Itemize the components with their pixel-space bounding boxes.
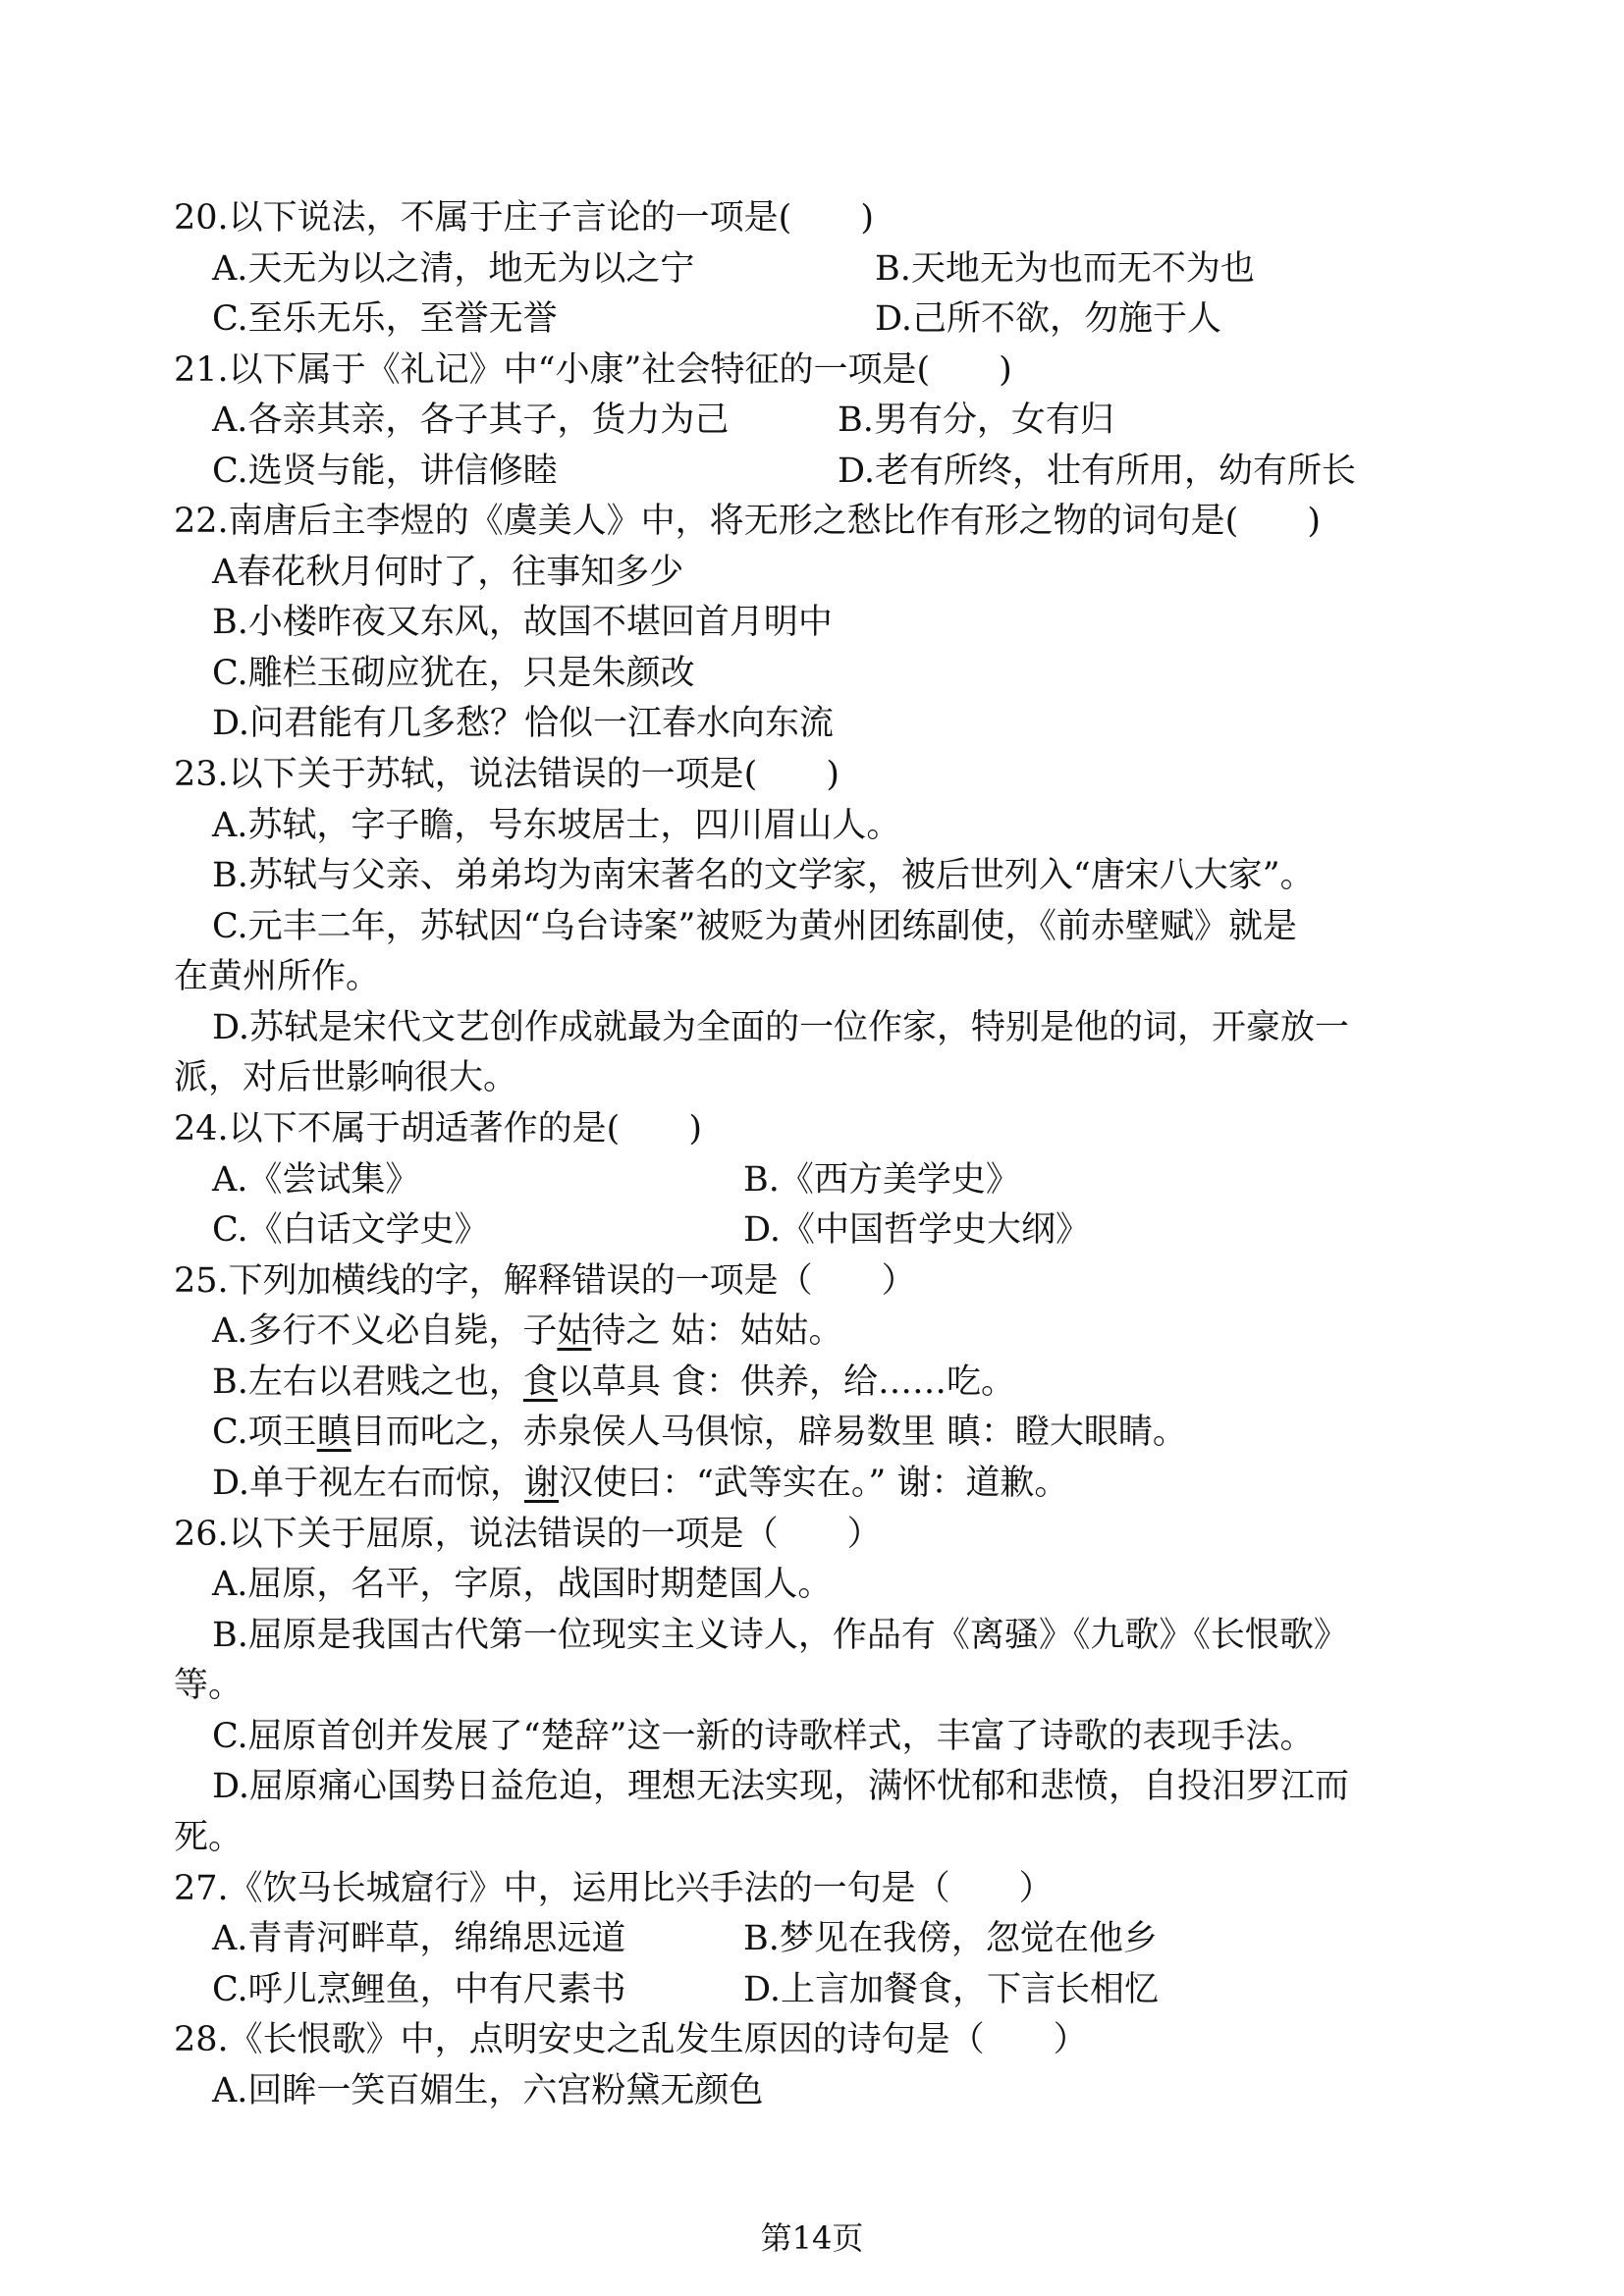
question-25-option-c — [212, 1407, 1187, 1458]
question-25-option-a — [212, 1306, 843, 1357]
question-26-option-c: C.屈原首创并发展了“楚辞”这一新的诗歌样式，丰富了诗歌的表现手法。 — [212, 1717, 1315, 1756]
question-21-option-b: B.男有分，女有归 — [838, 400, 1114, 440]
page-number: 第14页 — [760, 2219, 864, 2257]
question-26-option-d-line1: D.屈原痛心国势日益危迫，理想无法实现，满怀忧郁和悲愤，自投汨罗江而 — [212, 1767, 1349, 1806]
option-text: 汉使曰：“武等实在。” 谢：道歉。 — [558, 1464, 1069, 1503]
question-22-stem: 22.南唐后主李煜的《虞美人》中，将无形之愁比作有形之物的词句是( ) — [174, 502, 1321, 541]
question-28-stem: 28.《长恨歌》中，点明安史之乱发生原因的诗句是（ ） — [174, 2020, 1088, 2059]
question-27-option-a: A.青青河畔草，绵绵思远道 — [212, 1919, 626, 1958]
question-27-option-c: C.呼儿烹鲤鱼，中有尺素书 — [212, 1970, 626, 2009]
underlined-character: 谢 — [523, 1464, 559, 1503]
question-21-option-d: D.老有所终，壮有所用，幼有所长 — [838, 452, 1356, 491]
underlined-character: 瞋 — [316, 1413, 352, 1452]
question-25-option-d — [212, 1458, 1068, 1509]
question-23-option-b: B.苏轼与父亲、弟弟均为南宋著名的文学家，被后世列入“唐宋八大家”。 — [212, 856, 1315, 895]
question-22-option-c: C.雕栏玉砌应犹在，只是朱颜改 — [212, 654, 695, 693]
question-24-option-a: A.《尝试集》 — [212, 1160, 420, 1200]
question-24-option-b: B.《西方美学史》 — [743, 1160, 1020, 1200]
question-26-option-b-line2: 等。 — [174, 1666, 244, 1705]
question-25-stem: 25.下列加横线的字，解释错误的一项是（ ） — [174, 1261, 916, 1301]
question-20-option-d: D.己所不欲，勿施于人 — [875, 299, 1221, 339]
question-25-option-b — [212, 1357, 1015, 1408]
option-text: B.左右以君贱之也， — [212, 1362, 523, 1402]
question-24-option-c: C.《白话文学史》 — [212, 1210, 489, 1250]
question-23-option-d-line1: D.苏轼是宋代文艺创作成就最为全面的一位作家，特别是他的词，开豪放一 — [212, 1008, 1349, 1047]
question-22-option-b: B.小楼昨夜又东风，故国不堪回首月明中 — [212, 603, 833, 642]
question-23-option-a: A.苏轼，字子瞻，号东坡居士，四川眉山人。 — [212, 806, 901, 845]
question-26-stem: 26.以下关于屈原，说法错误的一项是（ ） — [174, 1515, 882, 1554]
option-text: D.单于视左右而惊， — [212, 1464, 524, 1503]
question-23-option-d-line2: 派，对后世影响很大。 — [174, 1058, 518, 1097]
option-text: 待之 姑：姑姑。 — [591, 1311, 843, 1351]
underlined-character: 姑 — [557, 1311, 592, 1351]
question-22-option-a: A春花秋月何时了，往事知多少 — [212, 553, 684, 592]
question-21-option-a: A.各亲其亲，各子其子，货力为己 — [212, 400, 730, 440]
question-20-option-b: B.天地无为也而无不为也 — [875, 249, 1255, 289]
option-text: 目而叱之，赤泉侯人马俱惊，辟易数里 瞋：瞪大眼睛。 — [351, 1413, 1187, 1452]
question-27-option-d: D.上言加餐食，下言长相忆 — [743, 1970, 1159, 2009]
question-21-stem: 21.以下属于《礼记》中“小康”社会特征的一项是( ) — [174, 350, 1012, 390]
question-27-stem: 27.《饮马长城窟行》中，运用比兴手法的一句是（ ） — [174, 1869, 1054, 1908]
question-20-stem: 20.以下说法，不属于庄子言论的一项是( ) — [174, 198, 874, 238]
question-26-option-b-line1: B.屈原是我国古代第一位现实主义诗人，作品有《离骚》《九歌》《长恨歌》 — [212, 1616, 1348, 1655]
question-27-option-b: B.梦见在我傍，忽觉在他乡 — [743, 1919, 1158, 1958]
option-text: A.多行不义必自毙，子 — [212, 1311, 558, 1351]
question-20-option-c: C.至乐无乐，至誉无誉 — [212, 299, 558, 339]
question-26-option-d-line2: 死。 — [174, 1818, 244, 1857]
question-20-option-a: A.天无为以之清，地无为以之宁 — [212, 249, 695, 289]
underlined-character: 食 — [522, 1362, 558, 1402]
question-23-option-c-line2: 在黄州所作。 — [174, 957, 381, 996]
question-26-option-a: A.屈原，名平，字原，战国时期楚国人。 — [212, 1565, 833, 1604]
question-22-option-d: D.问君能有几多愁？恰似一江春水向东流 — [212, 704, 834, 743]
question-23-option-c-line1: C.元丰二年，苏轼因“乌台诗案”被贬为黄州团练副使，《前赤壁赋》就是 — [212, 907, 1297, 946]
question-24-stem: 24.以下不属于胡适著作的是( ) — [174, 1109, 702, 1148]
option-text: 以草具 食：供养，给……吃。 — [557, 1362, 1016, 1402]
question-23-stem: 23.以下关于苏轼，说法错误的一项是( ) — [174, 755, 839, 794]
option-text: C.项王 — [212, 1413, 317, 1452]
question-24-option-d: D.《中国哲学史大纲》 — [743, 1210, 1090, 1250]
question-28-option-a: A.回眸一笑百媚生，六宫粉黛无颜色 — [212, 2071, 764, 2110]
question-21-option-c: C.选贤与能，讲信修睦 — [212, 452, 558, 491]
